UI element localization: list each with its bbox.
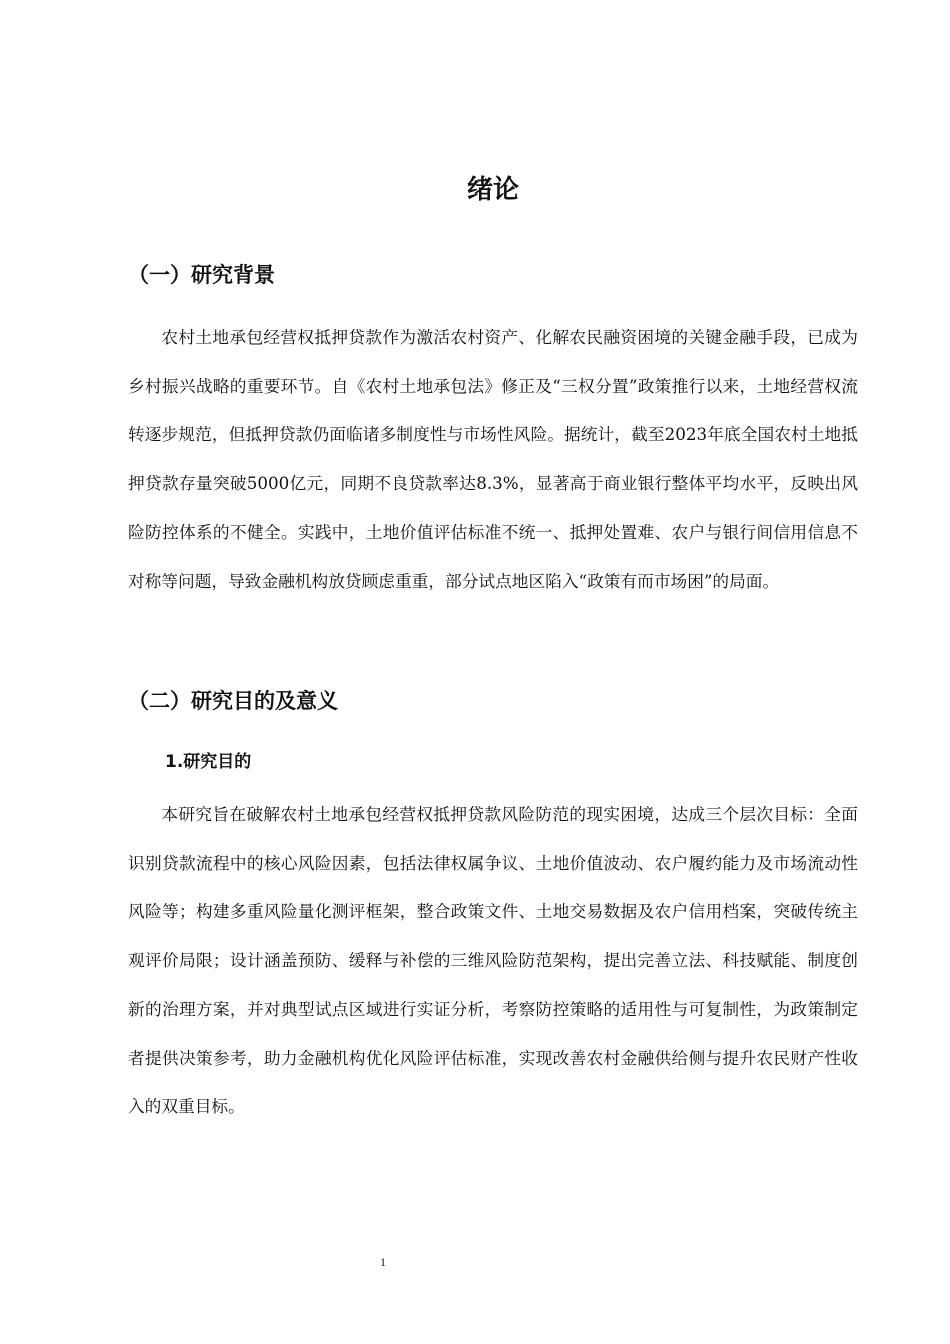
document-title: 绪论: [466, 175, 519, 205]
section-paragraph-background: 农村土地承包经营权抵押贷款作为激活农村资产、化解农民融资困境的关键金融手段，已成为乡村振兴战略的重要环节。自《农村土地承包法》修正及“三权分置”政策推行以来，土地经营权流转逐步规范，但抵押贷款仍面临诸多制度性与市场性风险。据统计，截至2023年底全国农村土地抵押贷款存量突破5000亿元，同期不良贷款率达8.3%，显著高于商业银行整体平均水平，反映出风险防控体系的不健全。实践中，土地价值评估标准不统一、抵押处置难、农户与银行间信用信息不对称等问题，导致金融机构放贷顾虑重重，部分试点地区陷入“政策有而市场困”的局面。: [128, 327, 858, 591]
section-heading-purpose-significance: （二）研究目的及意义: [128, 689, 338, 713]
page-number: 1: [380, 1255, 386, 1269]
section-heading-background: （一）研究背景: [128, 263, 275, 287]
subsection-heading-purpose: 1.研究目的: [165, 752, 252, 772]
subsection-paragraph-purpose: 本研究旨在破解农村土地承包经营权抵押贷款风险防范的现实困境，达成三个层次目标：全面识别贷款流程中的核心风险因素，包括法律权属争议、土地价值波动、农户履约能力及市场流动性风险等；构建多重风险量化测评框架，整合政策文件、土地交易数据及农户信用档案，突破传统主观评价局限；设计涵盖预防、缓释与补偿的三维风险防范架构，提出完善立法、科技赋能、制度创新的治理方案，并对典型试点区域进行实证分析，考察防控策略的适用性与可复制性，为政策制定者提供决策参考，助力金融机构优化风险评估标准，实现改善农村金融供给侧与提升农民财产性收入的双重目标。: [128, 804, 858, 1117]
